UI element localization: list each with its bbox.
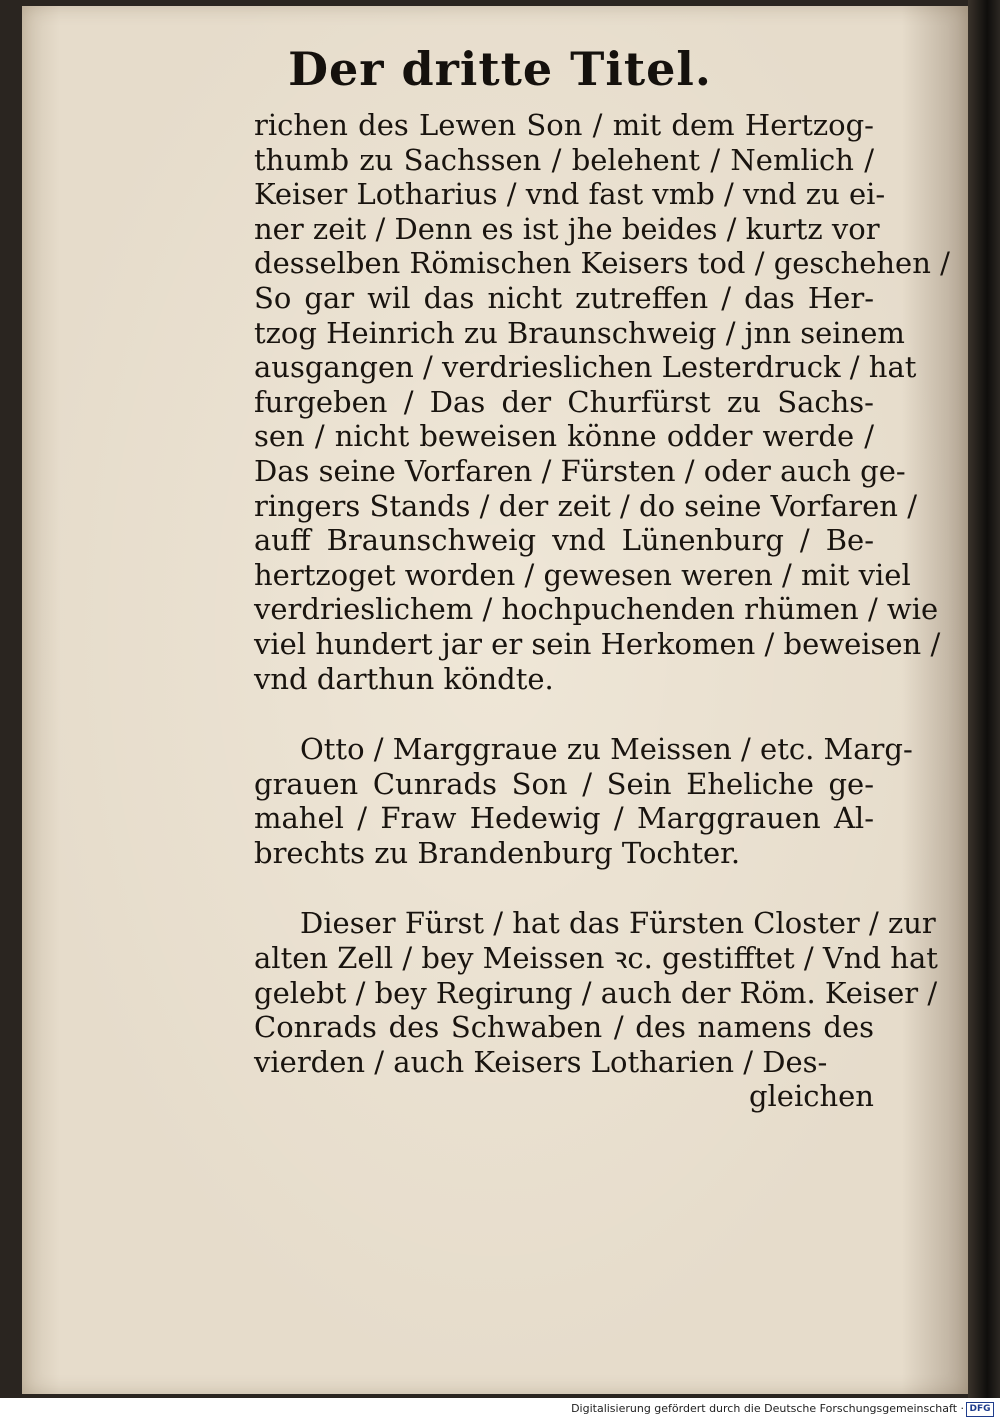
text-line: desselben Römischen Keisers tod / geschehen /	[254, 246, 950, 281]
text-line: verdrieslichem / hochpuchenden rhümen / wie	[254, 592, 939, 627]
text-line: alten Zell / bey Meissen ꝛc. gestifftet / Vnd hat	[254, 941, 938, 976]
text-line: Dieser Fürst / hat das Fürsten Closter / zur	[300, 906, 936, 941]
text-line: tzog Heinrich zu Braunschweig / jnn seinem	[254, 315, 905, 350]
footer-credit: Digitalisierung gefördert durch die Deutsche Forschungsgemeinschaft ·	[571, 1402, 964, 1415]
book-gutter	[968, 0, 1000, 1398]
text-line: Das seine Vorfaren / Fürsten / oder auch ge-	[254, 453, 906, 488]
page-title: Der dritte Titel.	[288, 42, 712, 96]
page-body-text	[254, 108, 950, 1114]
dfg-logo: DFG	[966, 1402, 994, 1417]
catchword: gleichen	[748, 1079, 874, 1114]
text-line: ausgangen / verdrieslichen Lesterdruck / hat	[254, 350, 917, 385]
paragraph	[254, 906, 938, 1079]
paragraph	[254, 108, 950, 696]
paragraph-gap	[254, 870, 874, 906]
text-line: Conrads des Schwaben / des namens des	[254, 1010, 874, 1045]
text-line: viel hundert jar er sein Herkomen / beweisen /	[254, 626, 941, 661]
text-line: hertzoget worden / gewesen weren / mit viel	[254, 557, 911, 592]
text-line: Keiser Lotharius / vnd fast vmb / vnd zu ei-	[254, 177, 886, 212]
text-line: furgeben / Das der Churfürst zu Sachs-	[254, 384, 874, 419]
text-line: ner zeit / Denn es ist jhe beides / kurtz vor	[254, 211, 880, 246]
text-line: vnd darthun köndte.	[254, 661, 554, 696]
text-line: sen / nicht beweisen könne odder werde /	[254, 419, 874, 454]
text-line: mahel / Fraw Hedewig / Marggrauen Al-	[254, 801, 874, 836]
text-line: vierden / auch Keisers Lotharien / Des-	[254, 1044, 828, 1079]
text-line: brechts zu Brandenburg Tochter.	[254, 835, 741, 870]
text-line: richen des Lewen Son / mit dem Hertzog-	[254, 108, 874, 142]
text-line: Otto / Marggraue zu Meissen / etc. Marg-	[300, 732, 913, 767]
text-line: gelebt / bey Regirung / auch der Röm. Keiser /	[254, 975, 938, 1010]
paragraph	[254, 732, 913, 870]
text-line: auff Braunschweig vnd Lünenburg / Be-	[254, 523, 874, 558]
text-line: So gar wil das nicht zutreffen / das Her-	[254, 280, 874, 315]
footer-bar	[0, 1398, 1000, 1420]
text-line: ringers Stands / der zeit / do seine Vorfaren /	[254, 488, 917, 523]
paragraph-gap	[254, 696, 874, 732]
text-line: grauen Cunrads Son / Sein Eheliche ge-	[254, 766, 874, 801]
text-line: thumb zu Sachssen / belehent / Nemlich /	[254, 142, 874, 177]
